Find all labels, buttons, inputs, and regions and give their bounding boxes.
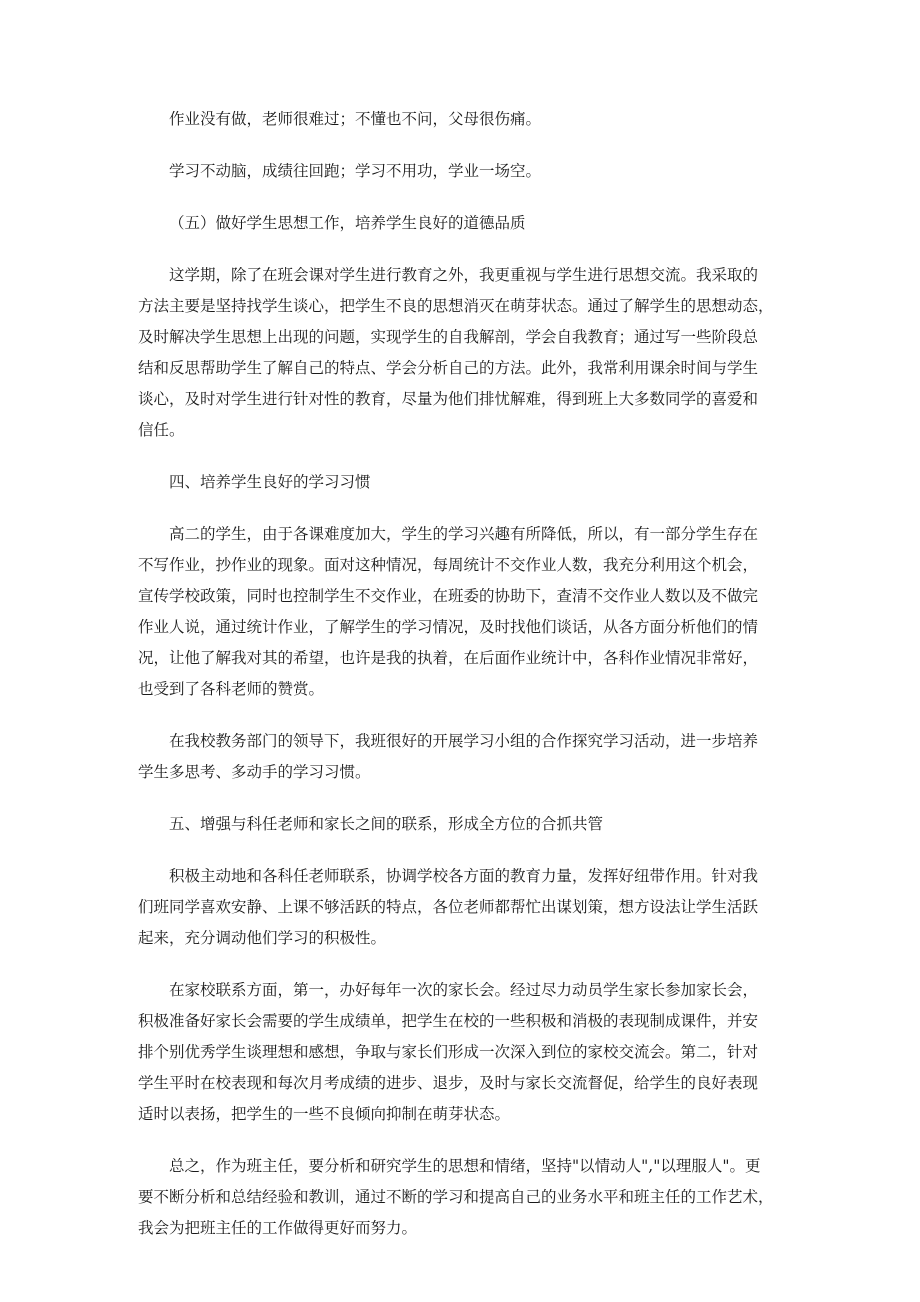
text-line: 作业没有做，老师很难过；不懂也不问，父母很伤痛。	[169, 110, 542, 128]
text-line: 适时以表扬，把学生的一些不良倾向抑制在萌芽状态。	[138, 1105, 511, 1123]
text-line: 结和反思帮助学生了解自己的特点、学会分析自己的方法。此外，我常利用课余时间与学生	[138, 359, 759, 377]
text-line: 起来，充分调动他们学习的积极性。	[138, 929, 387, 947]
text-line: 也受到了各科老师的赞赏。	[138, 680, 325, 698]
heading-text: （五）做好学生思想工作，培养学生良好的道德品质	[169, 214, 526, 232]
text-line: 谈心，及时对学生进行针对性的教育，尽量为他们排忧解难，得到班上大多数同学的喜爱和	[138, 390, 759, 408]
text-line: 及时解决学生思想上出现的问题，实现学生的自我解剖，学会自我教育；通过写一些阶段总	[138, 328, 759, 346]
text-line: 这学期，除了在班会课对学生进行教育之外，我更重视与学生进行思想交流。我采取的	[169, 266, 759, 284]
heading-text: 四、培养学生良好的学习习惯	[169, 473, 371, 491]
paragraph-homework-habits	[138, 519, 790, 705]
text-line: 排个别优秀学生谈理想和感想，争取与家长们形成一次深入到位的家校交流会。第二，针对	[138, 1043, 759, 1061]
text-line: 高二的学生，由于各课难度加大，学生的学习兴趣有所降低，所以，有一部分学生存在	[169, 525, 759, 543]
text-line: 要不断分析和总结经验和教训，通过不断的学习和提高自己的业务水平和班主任的工作艺术，	[138, 1188, 774, 1206]
text-line: 信任。	[138, 421, 185, 439]
paragraph-home-school	[138, 975, 790, 1130]
paragraph-thought-work	[138, 260, 790, 446]
paragraph-teacher-contact	[138, 861, 790, 954]
text-line: 在家校联系方面，第一，办好每年一次的家长会。经过尽力动员学生家长参加家长会，	[169, 981, 759, 999]
paragraph-conclusion	[138, 1151, 790, 1244]
heading-text: 五、增强与科任老师和家长之间的联系，形成全方位的合抓共管	[169, 815, 604, 833]
text-line: 们班同学喜欢安静、上课不够活跃的特点，各位老师都帮忙出谋划策，想方设法让学生活跃	[138, 898, 759, 916]
text-line: 方法主要是坚持找学生谈心，把学生不良的思想消灭在萌芽状态。通过了解学生的思想动态，	[138, 297, 774, 315]
text-line: 学习不动脑，成绩往回跑；学习不用功，学业一场空。	[169, 162, 542, 180]
section-heading-five-contact	[138, 809, 790, 840]
text-line: 宣传学校政策，同时也控制学生不交作业，在班委的协助下，查清不交作业人数以及不做完	[138, 587, 759, 605]
text-line: 积极准备好家长会需要的学生成绩单，把学生在校的一些积极和消极的表现制成课件，并安	[138, 1012, 759, 1030]
text-line: 积极主动地和各科任老师联系，协调学校各方面的教育力量，发挥好纽带作用。针对我	[169, 867, 759, 885]
text-line: 在我校教务部门的领导下，我班很好的开展学习小组的合作探究学习活动，进一步培养	[169, 732, 759, 750]
paragraph-study-groups	[138, 726, 790, 788]
document-body	[138, 104, 790, 1244]
text-line: 作业人说，通过统计作业，了解学生的学习情况，及时找他们谈话，从各方面分析他们的情	[138, 618, 759, 636]
text-line: 不写作业，抄作业的现象。面对这种情况，每周统计不交作业人数，我充分利用这个机会，	[138, 556, 759, 574]
section-heading-four	[138, 467, 790, 498]
text-line: 我会为把班主任的工作做得更好而努力。	[138, 1219, 418, 1237]
text-line: 况，让他了解我对其的希望，也许是我的执着，在后面作业统计中，各科作业情况非常好，	[138, 649, 759, 667]
text-line: 总之，作为班主任，要分析和研究学生的思想和情绪，坚持"以情动人","以理服人"。更	[169, 1157, 761, 1175]
paragraph-study-rhyme	[138, 156, 790, 187]
section-heading-five	[138, 208, 790, 239]
paragraph-homework-rhyme	[138, 104, 790, 135]
text-line: 学生平时在校表现和每次月考成绩的进步、退步，及时与家长交流督促，给学生的良好表现	[138, 1074, 759, 1092]
text-line: 学生多思考、多动手的学习习惯。	[138, 763, 371, 781]
